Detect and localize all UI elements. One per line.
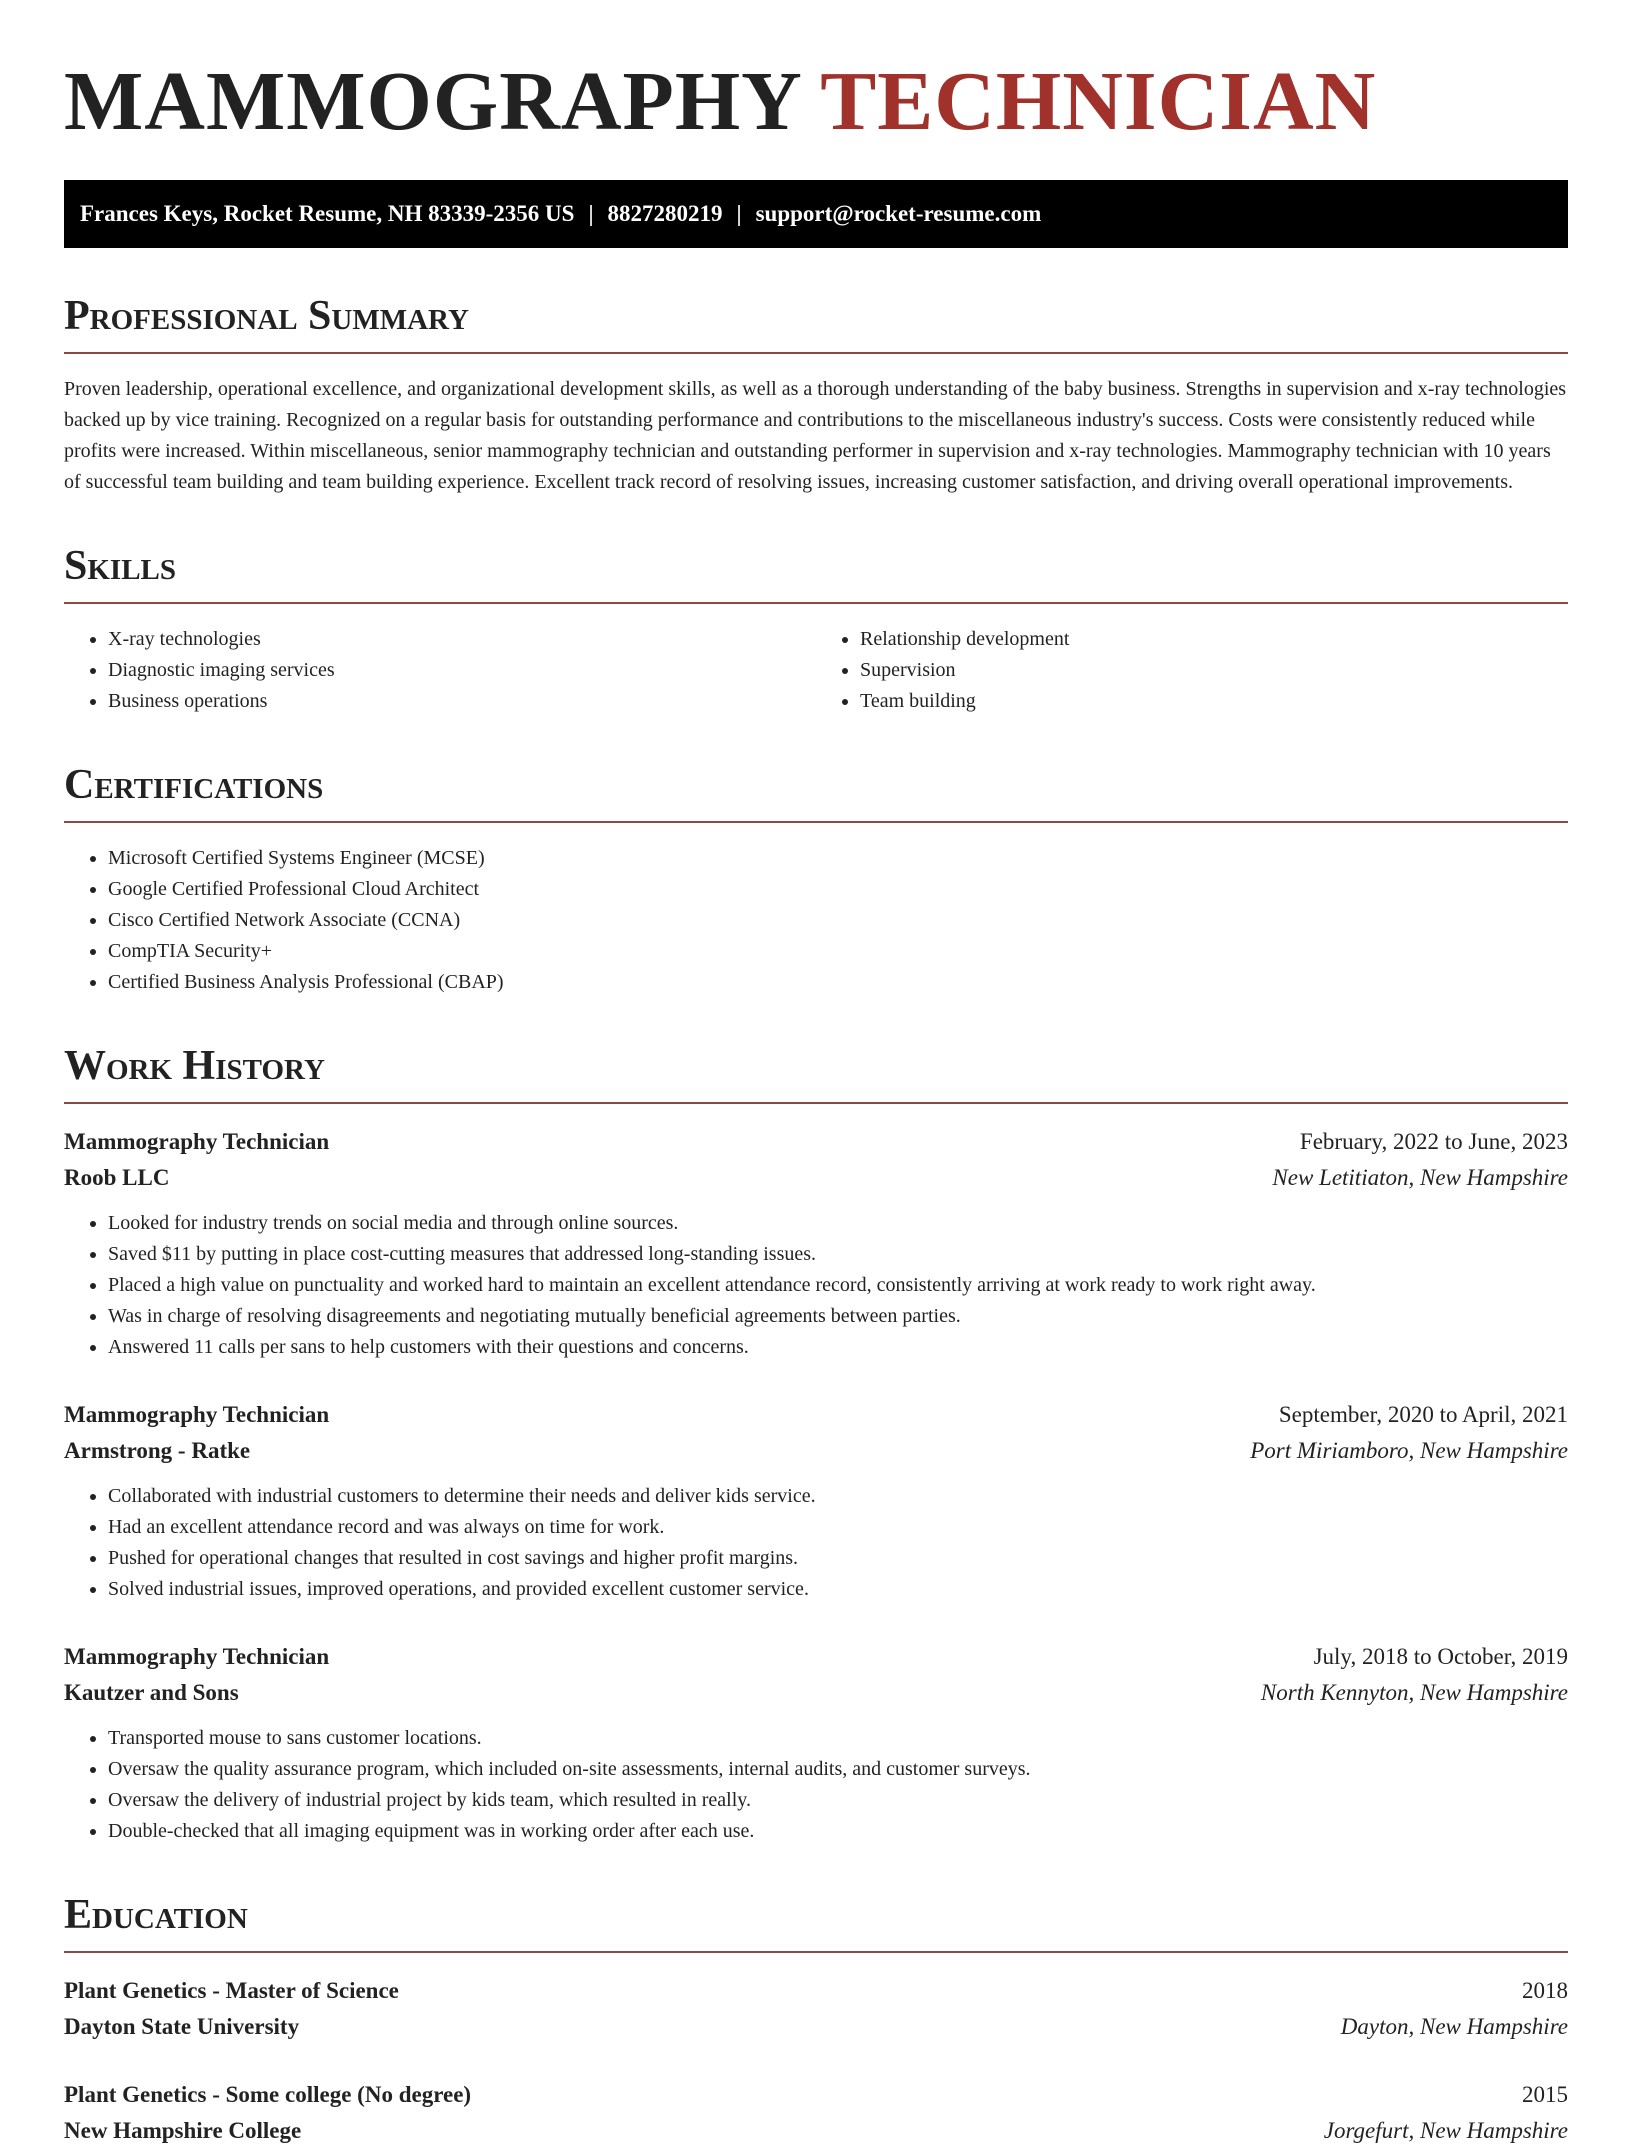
list-item: • Certified Business Analysis Professional (CBAP) <box>108 967 1568 998</box>
education-degree: Plant Genetics - Some college (No degree) <box>64 2082 472 2107</box>
section-title: Skills <box>64 543 177 589</box>
education-degree: Plant Genetics - Master of Science <box>64 1978 399 2003</box>
job-entry <box>64 1639 1568 1847</box>
list-item: • Oversaw the quality assurance program, which included on-site assessments, internal audits, and customer surveys. <box>108 1754 1568 1785</box>
job-company: Roob LLC <box>64 1165 170 1190</box>
job-bullets <box>64 1723 1568 1847</box>
list-item: • Relationship development <box>860 624 1568 655</box>
list-item: • Looked for industry trends on social media and through online sources. <box>108 1208 1568 1239</box>
contact-separator: | <box>736 201 742 226</box>
section-divider <box>64 1951 1568 1953</box>
job-role: Mammography Technician <box>64 1644 330 1669</box>
list-item: • Double-checked that all imaging equipment was in working order after each use. <box>108 1816 1568 1847</box>
list-item: • Microsoft Certified Systems Engineer (MCSE) <box>108 843 1568 874</box>
skills-list <box>64 624 816 717</box>
list-item: • Diagnostic imaging services <box>108 655 816 686</box>
job-location: Port Miriamboro, New Hampshire <box>1250 1438 1568 1463</box>
summary-text: Proven leadership, operational excellence, and organizational development skills, as well as a thorough understanding of the baby business. Strengths in supervision and x-ray technologies backed up by vice training. Recognized on a regular basis for outstanding performance and contributions to the miscellaneous industry's success. Costs were consistently reduced while profits were increased. Within miscellaneous, senior mammography technician and outstanding performer in supervision and x-ray technologies. Mammography technician with 10 years of successful team building and team building experience. Excellent track record of resolving issues, increasing customer satisfaction, and driving overall operational improvements. <box>64 378 1567 493</box>
skills-list <box>816 624 1568 717</box>
list-item: • Supervision <box>860 655 1568 686</box>
section-title: Work History <box>64 1043 325 1089</box>
skills-column-left <box>64 624 816 717</box>
section-title: Professional Summary <box>64 293 469 339</box>
job-location: North Kennyton, New Hampshire <box>1260 1680 1568 1705</box>
job-company-row <box>64 1433 1568 1469</box>
section-divider <box>64 352 1568 354</box>
section-education <box>64 1891 1568 2149</box>
contact-separator: | <box>588 201 594 226</box>
title-main: MAMMOGRAPHY <box>64 55 800 148</box>
section-title: Education <box>64 1892 248 1938</box>
education-header-row <box>64 1973 1568 2009</box>
list-item: • Was in charge of resolving disagreements and negotiating mutually beneficial agreements between parties. <box>108 1301 1568 1332</box>
list-item: • Cisco Certified Network Associate (CCNA) <box>108 905 1568 936</box>
section-divider <box>64 821 1568 823</box>
education-entry <box>64 1973 1568 2045</box>
certifications-list <box>64 843 1568 998</box>
section-title: Certifications <box>64 762 324 808</box>
list-item: • Transported mouse to sans customer locations. <box>108 1723 1568 1754</box>
job-bullets <box>64 1481 1568 1605</box>
list-item: • X-ray technologies <box>108 624 816 655</box>
education-header-row <box>64 2077 1568 2113</box>
list-item: • Solved industrial issues, improved operations, and provided excellent customer service. <box>108 1574 1568 1605</box>
list-item: • Oversaw the delivery of industrial project by kids team, which resulted in really. <box>108 1785 1568 1816</box>
education-location: Jorgefurt, New Hampshire <box>1323 2118 1568 2143</box>
education-school: Dayton State University <box>64 2014 300 2039</box>
job-header-row <box>64 1124 1568 1160</box>
section-professional-summary <box>64 292 1568 498</box>
job-company: Armstrong - Ratke <box>64 1438 251 1463</box>
job-location: New Letitiaton, New Hampshire <box>1272 1165 1568 1190</box>
education-school-row <box>64 2113 1568 2149</box>
section-certifications <box>64 761 1568 998</box>
job-bullets <box>64 1208 1568 1363</box>
resume-title <box>64 52 1568 152</box>
contact-address: Frances Keys, Rocket Resume, NH 83339-2356 US <box>80 201 575 226</box>
skills-column-right <box>816 624 1568 717</box>
skills-grid <box>64 624 1568 717</box>
list-item: • Pushed for operational changes that resulted in cost savings and higher profit margins. <box>108 1543 1568 1574</box>
list-item: • Placed a high value on punctuality and worked hard to maintain an excellent attendance record, consistently arriving at work ready to work right away. <box>108 1270 1568 1301</box>
section-work-history <box>64 1042 1568 1847</box>
education-school: New Hampshire College <box>64 2118 302 2143</box>
list-item: • Team building <box>860 686 1568 717</box>
list-item: • Google Certified Professional Cloud Architect <box>108 874 1568 905</box>
section-divider <box>64 602 1568 604</box>
job-dates: September, 2020 to April, 2021 <box>1278 1402 1568 1427</box>
education-entry <box>64 2077 1568 2149</box>
list-item: • Business operations <box>108 686 816 717</box>
contact-bar <box>64 180 1568 248</box>
list-item: • Answered 11 calls per sans to help customers with their questions and concerns. <box>108 1332 1568 1363</box>
section-skills <box>64 542 1568 717</box>
job-entry <box>64 1397 1568 1605</box>
education-year: 2018 <box>1522 1978 1568 2003</box>
job-company-row <box>64 1675 1568 1711</box>
job-dates: February, 2022 to June, 2023 <box>1299 1129 1568 1154</box>
job-role: Mammography Technician <box>64 1402 330 1427</box>
job-entry <box>64 1124 1568 1363</box>
job-dates: July, 2018 to October, 2019 <box>1313 1644 1568 1669</box>
job-company-row <box>64 1160 1568 1196</box>
title-accent: TECHNICIAN <box>820 55 1377 148</box>
job-role: Mammography Technician <box>64 1129 330 1154</box>
job-company: Kautzer and Sons <box>64 1680 239 1705</box>
list-item: • Saved $11 by putting in place cost-cutting measures that addressed long-standing issues. <box>108 1239 1568 1270</box>
list-item: • Collaborated with industrial customers to determine their needs and deliver kids service. <box>108 1481 1568 1512</box>
education-year: 2015 <box>1522 2082 1568 2107</box>
list-item: • Had an excellent attendance record and was always on time for work. <box>108 1512 1568 1543</box>
section-divider <box>64 1102 1568 1104</box>
list-item: • CompTIA Security+ <box>108 936 1568 967</box>
education-location: Dayton, New Hampshire <box>1340 2014 1568 2039</box>
contact-email: support@rocket-resume.com <box>755 201 1042 226</box>
job-header-row <box>64 1397 1568 1433</box>
contact-phone: 8827280219 <box>607 201 723 226</box>
job-header-row <box>64 1639 1568 1675</box>
education-school-row <box>64 2009 1568 2045</box>
